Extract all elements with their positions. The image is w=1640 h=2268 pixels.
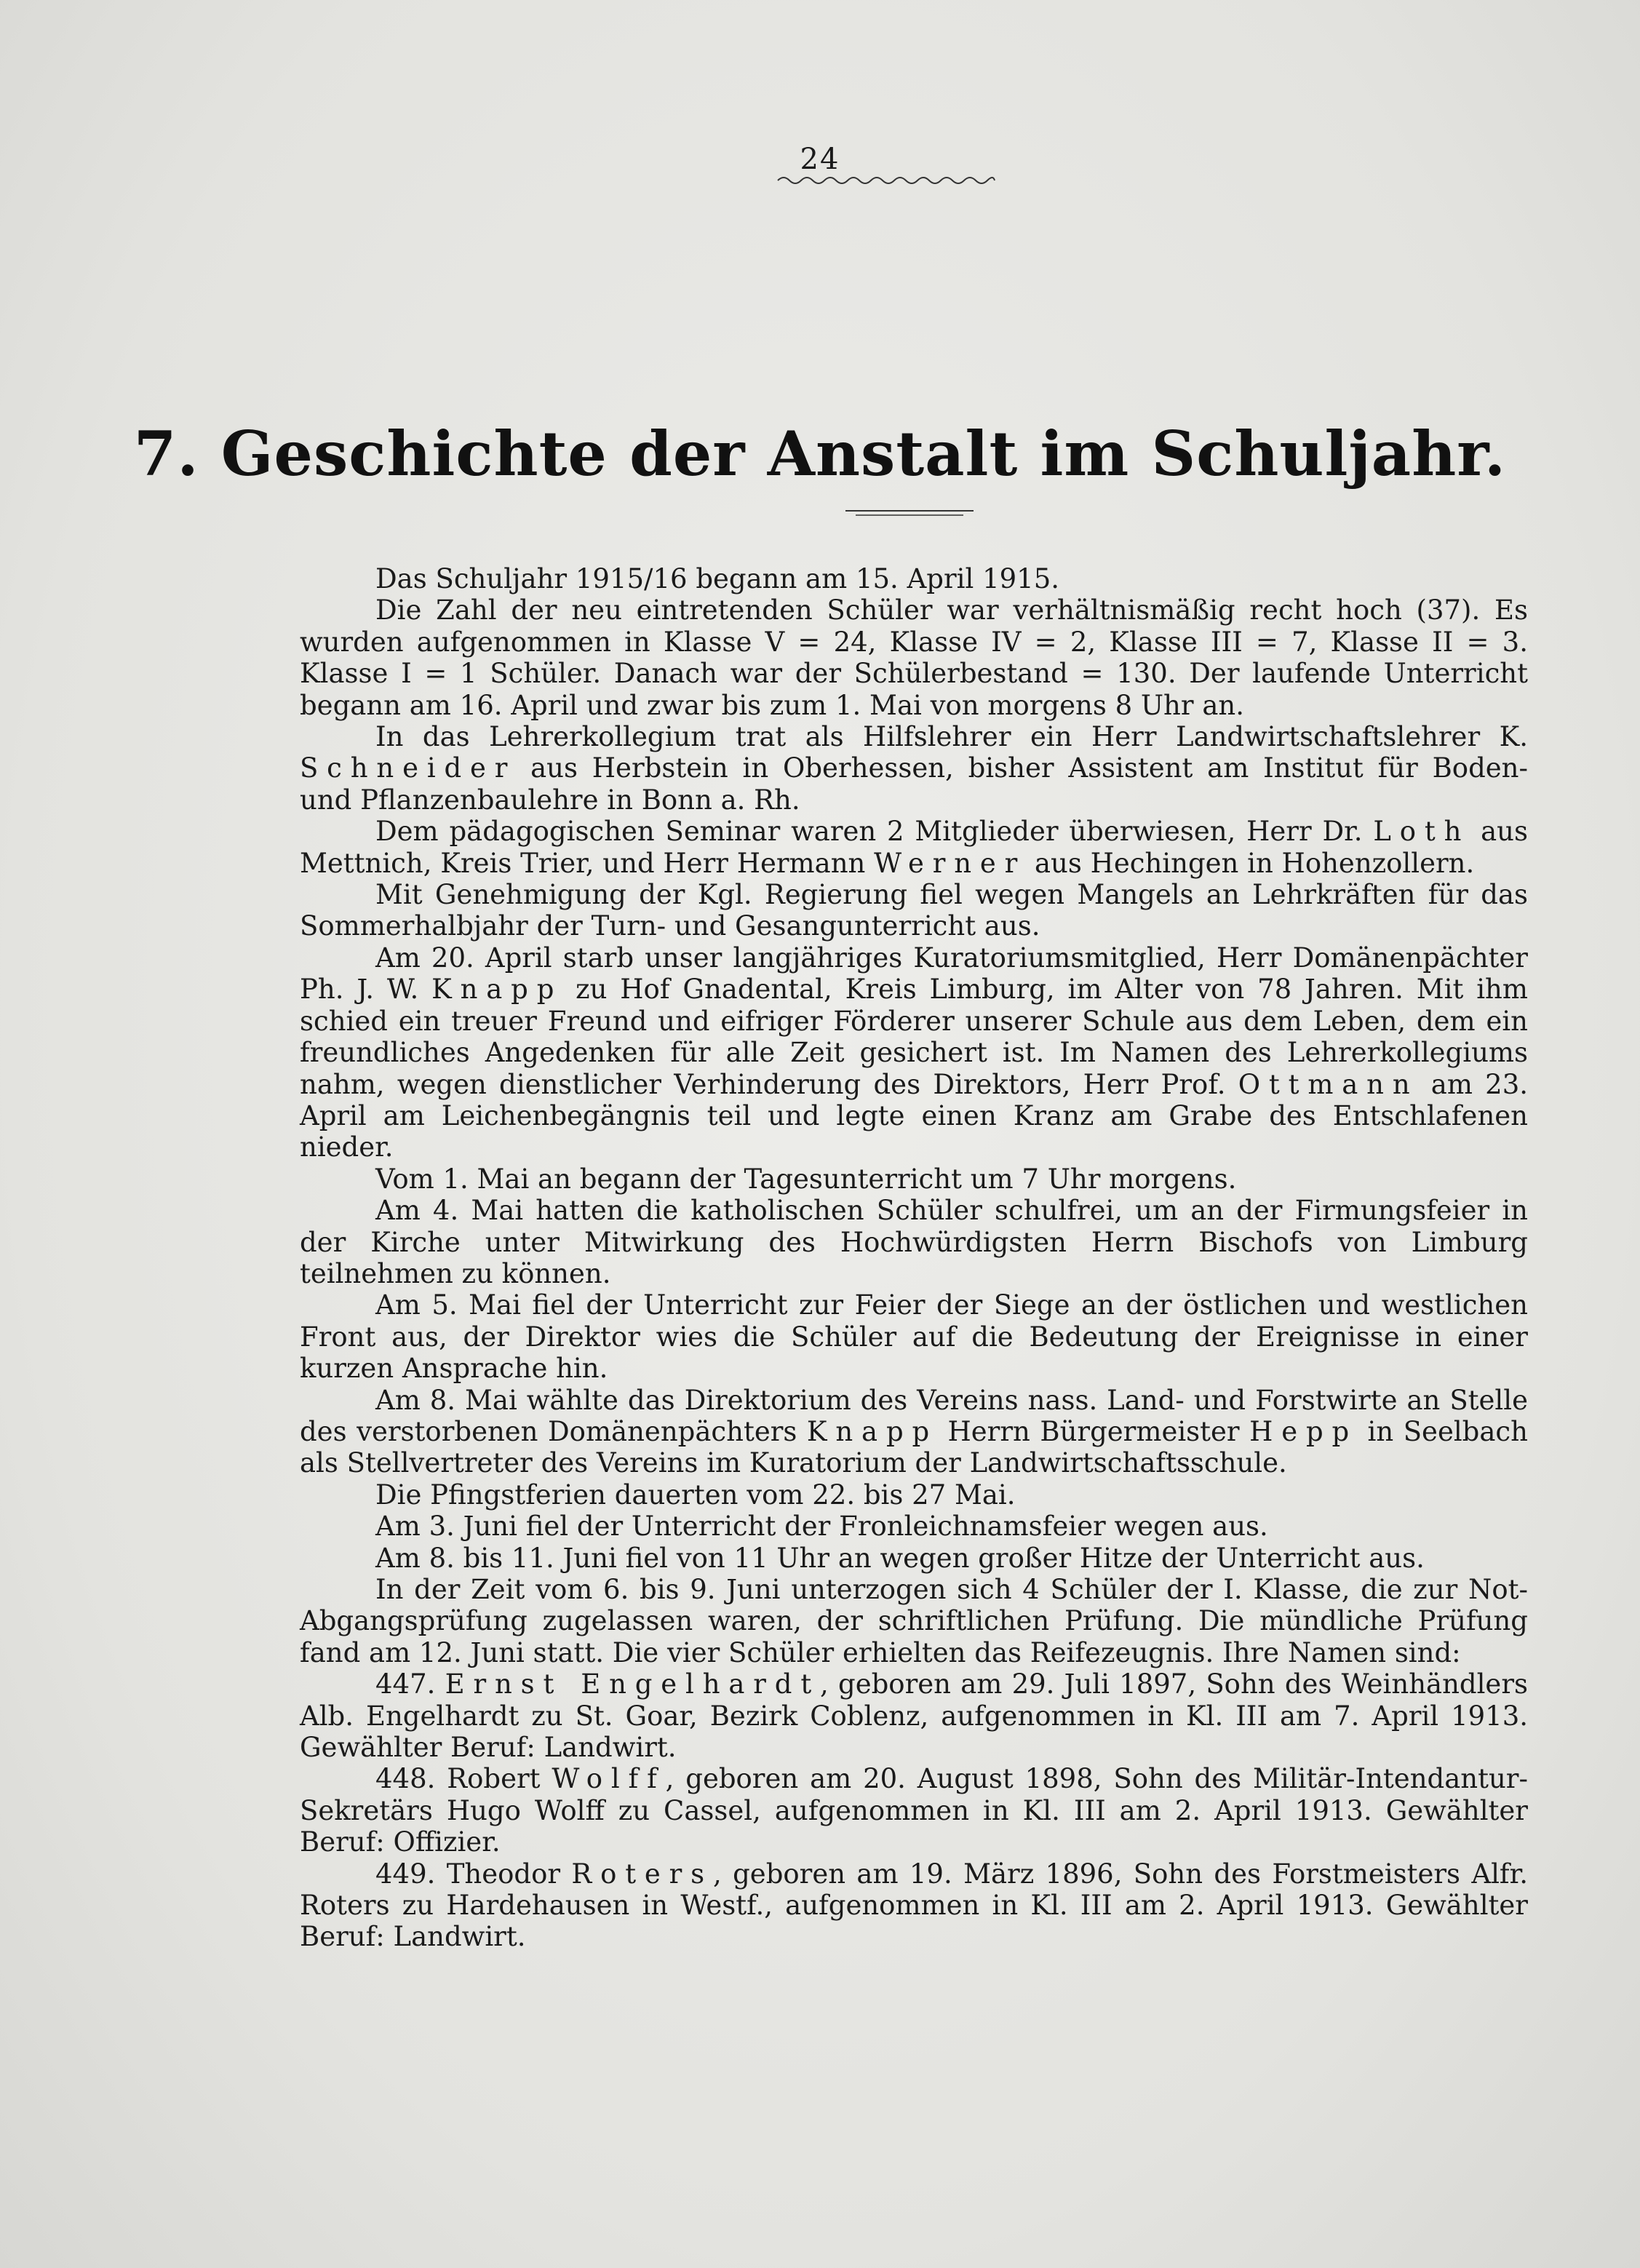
text-run: Das Schuljahr 1915/16 begann am 15. April 1915. xyxy=(375,563,1060,594)
paragraph xyxy=(300,1668,1528,1763)
spaced-name: Ottmann xyxy=(1238,1068,1419,1100)
text-run: In das Lehrerkollegium trat als Hilfslehrer ein Herr Landwirtschaftslehrer K. xyxy=(375,721,1528,753)
text-run: Am 20. April starb unser langjähriges Kuratoriumsmitglied, Herr Domänenpächter Ph. J. W. xyxy=(300,942,1528,1006)
spaced-name: Ernst Engelhardt xyxy=(445,1668,821,1700)
paragraph xyxy=(300,879,1528,942)
text-run: 448. Robert xyxy=(375,1763,552,1795)
text-run: Dem pädagogischen Seminar waren 2 Mitglieder überwiesen, Herr Dr. xyxy=(375,816,1374,848)
text-run: Die Zahl der neu eintretenden Schüler war verhältnismäßig recht hoch (37). Es wurden aufgenommen in Klasse V = 24, Klasse IV = 2, Klasse III = 7, Klasse II = 3. Klasse I = 1 Schüler. Danach war der Schülerbestand = 130. Der laufende Unterricht begann am 16. April und zwar bis zum 1. Mai von morgens 8 Uhr an. xyxy=(300,594,1528,721)
paragraph xyxy=(300,816,1528,879)
title-underline xyxy=(845,509,974,517)
paragraph xyxy=(300,1195,1528,1289)
text-run: Am 5. Mai fiel der Unterricht zur Feier der Siege an der östlichen und westlichen Front aus, der Direktor wies die Schüler auf die Bedeutung der Ereignisse in einer kurzen Ansprache hin. xyxy=(300,1289,1528,1385)
paragraph xyxy=(300,1163,1528,1195)
text-run: In der Zeit vom 6. bis 9. Juni unterzogen sich 4 Schüler der I. Klasse, die zur Not-Abgangsprüfung zugelassen waren, der schriftlichen Prüfung. Die mündliche Prüfung fand am 12. Juni statt. Die vier Schüler erhielten das Reifezeugnis. Ihre Namen sind: xyxy=(300,1574,1528,1668)
text-run: Herrn Bürgermeister xyxy=(938,1415,1250,1447)
text-run: , geboren am 20. August 1898, Sohn des Militär-Intendantur-Sekretärs Hugo Wolff zu Cassel, aufgenommen in Kl. III am 2. April 1913. Gewählter Beruf: Offizier. xyxy=(300,1763,1528,1858)
text-run: in Seelbach als Stellvertreter des Vereins im Kuratorium der Landwirtschaftsschule. xyxy=(300,1415,1528,1479)
paragraph xyxy=(300,721,1528,816)
section-title: 7. Geschichte der Anstalt im Schuljahr. xyxy=(133,418,1507,490)
text-run: aus Mettnich, Kreis Trier, und Herr Hermann xyxy=(300,816,1528,879)
paragraph xyxy=(300,942,1528,1163)
text-run: 447. xyxy=(375,1668,445,1700)
text-run: , geboren am 29. Juli 1897, Sohn des Weinhändlers Alb. Engelhardt zu St. Goar, Bezirk Coblenz, aufgenommen in Kl. III am 7. April 1913. Gewählter Beruf: Landwirt. xyxy=(300,1668,1528,1764)
text-run: Am 4. Mai hatten die katholischen Schüler schulfrei, um an der Firmungsfeier in der Kirche unter Mitwirkung des Hochwürdigsten Herrn Bischofs von Limburg teilnehmen zu können. xyxy=(300,1195,1528,1289)
text-run: , geboren am 19. März 1896, Sohn des Forstmeisters Alfr. Roters zu Hardehausen in Westf., aufgenommen in Kl. III am 2. April 1913. Gewählter Beruf: Landwirt. xyxy=(300,1858,1529,1953)
spaced-name: Hepp xyxy=(1249,1415,1358,1447)
text-run: aus Herbstein in Oberhessen, bisher Assistent am Institut für Boden- und Pflanzenbaulehre in Bonn a. Rh. xyxy=(300,752,1528,816)
spaced-name: Loth xyxy=(1373,816,1470,848)
text-run: Die Pfingstferien dauerten vom 22. bis 27 Mai. xyxy=(375,1479,1016,1511)
paragraph xyxy=(300,1858,1528,1953)
spaced-name: Roters xyxy=(571,1858,714,1890)
paragraph xyxy=(300,563,1528,594)
text-run: Am 8. Mai wählte das Direktorium des Vereins nass. Land- und Forstwirte an Stelle des verstorbenen Domänenpächters xyxy=(300,1384,1528,1447)
text-run: Mit Genehmigung der Kgl. Regierung fiel wegen Mangels an Lehrkräften für das Sommerhalbjahr der Turn- und Gesangunterricht aus. xyxy=(300,879,1528,942)
spaced-name: Werner xyxy=(874,847,1027,879)
text-run: Am 8. bis 11. Juni fiel von 11 Uhr an wegen großer Hitze der Unterricht aus. xyxy=(375,1542,1425,1574)
text-run: Am 3. Juni fiel der Unterricht der Fronleichnamsfeier wegen aus. xyxy=(375,1511,1268,1543)
spaced-name: Schneider xyxy=(300,752,517,784)
spaced-name: Knapp xyxy=(431,974,563,1006)
paragraph xyxy=(300,1511,1528,1542)
spaced-name: Wolff xyxy=(552,1763,666,1795)
body-text xyxy=(300,563,1528,1953)
paragraph xyxy=(300,1543,1528,1574)
text-run: 449. Theodor xyxy=(375,1858,572,1890)
wavy-ornament xyxy=(776,175,996,186)
text-run: aus Hechingen in Hohenzollern. xyxy=(1026,847,1475,879)
paragraph xyxy=(300,594,1528,721)
text-run: Vom 1. Mai an begann der Tagesunterricht um 7 Uhr morgens. xyxy=(375,1163,1237,1195)
paragraph xyxy=(300,1385,1528,1479)
page-number: 24 xyxy=(800,143,840,176)
text-run: zu Hof Gnadental, Kreis Limburg, im Alter von 78 Jahren. Mit ihm schied ein treuer Freund und eifriger Förderer unserer Schule aus dem Leben, dem ein freundliches Angedenken für alle Zeit gesichert ist. Im Namen des Lehrerkollegiums nahm, wegen dienstlicher Verhinderung des Direktors, Herr Prof. xyxy=(300,974,1528,1100)
text-run: am 23. April am Leichenbegängnis teil und legte einen Kranz am Grabe des Entschlafenen nieder. xyxy=(300,1068,1529,1163)
paragraph xyxy=(300,1289,1528,1384)
paragraph xyxy=(300,1574,1528,1668)
paragraph xyxy=(300,1763,1528,1858)
paragraph xyxy=(300,1479,1528,1511)
spaced-name: Knapp xyxy=(806,1415,939,1447)
